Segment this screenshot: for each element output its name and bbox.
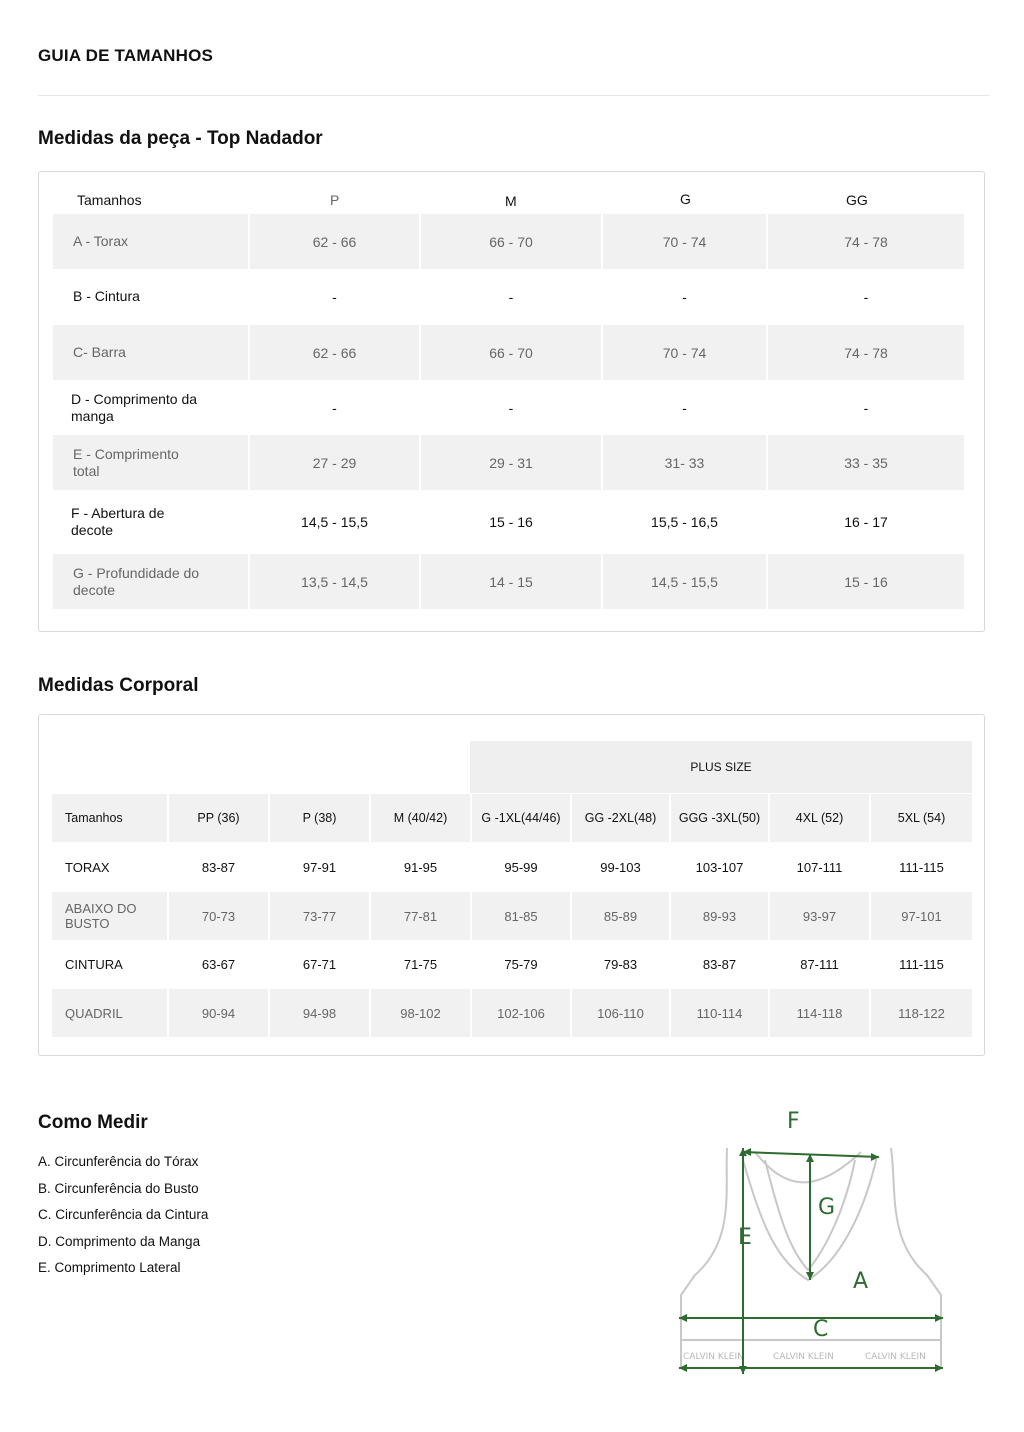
cell: 71-75 xyxy=(403,956,438,972)
cell: 14,5 - 15,5 xyxy=(603,554,766,609)
header-cell: 5XL (54) xyxy=(871,794,972,842)
cell: 67-71 xyxy=(302,956,337,972)
list-item: A. Circunferência do Tórax xyxy=(38,1154,199,1169)
cell: - xyxy=(863,399,869,416)
cell: 16 - 17 xyxy=(844,514,888,530)
cell: 62 - 66 xyxy=(250,325,419,380)
cell: 89-93 xyxy=(671,892,768,940)
row-label: CINTURA xyxy=(65,956,123,972)
cell: 74 - 78 xyxy=(768,214,964,269)
cell: 111-115 xyxy=(899,859,944,875)
letter-g: G xyxy=(818,1195,836,1220)
cell: 29 - 31 xyxy=(421,435,601,490)
table-row xyxy=(53,554,964,609)
cell: 62 - 66 xyxy=(250,214,419,269)
header-cell: M (40/42) xyxy=(371,794,470,842)
cell: 98-102 xyxy=(371,989,470,1037)
table-row xyxy=(53,325,964,380)
cell: 75-79 xyxy=(504,956,538,972)
measure-section-title: Como Medir xyxy=(38,1112,148,1133)
cell: 103-107 xyxy=(695,859,744,875)
table-row xyxy=(53,380,964,435)
brand-text: CALVIN KLEIN xyxy=(773,1352,834,1362)
cell: 70 - 74 xyxy=(603,214,766,269)
cell: - xyxy=(332,288,337,305)
cell: 111-115 xyxy=(899,956,944,972)
table-row xyxy=(53,492,964,552)
table-row xyxy=(52,989,972,1037)
cell: 73-77 xyxy=(270,892,369,940)
cell: 70 - 74 xyxy=(603,325,766,380)
garment-section-title: Medidas da peça - Top Nadador xyxy=(38,128,323,149)
cell: 77-81 xyxy=(371,892,470,940)
cell: 31- 33 xyxy=(603,435,766,490)
cell: 66 - 70 xyxy=(421,325,601,380)
garment-table-header xyxy=(53,186,964,214)
row-label: G - Profundidade do decote xyxy=(53,554,248,609)
header-cell: GG -2XL(48) xyxy=(572,794,669,842)
body-size-table xyxy=(38,714,985,1056)
cell: 83-87 xyxy=(702,956,737,972)
list-item: E. Comprimento Lateral xyxy=(38,1260,181,1275)
header-cell: P (38) xyxy=(270,794,369,842)
row-label: QUADRIL xyxy=(52,989,167,1037)
cell: 118-122 xyxy=(871,989,972,1037)
row-label: E - Comprimento total xyxy=(53,435,248,490)
cell: 85-89 xyxy=(572,892,669,940)
cell: 15,5 - 16,5 xyxy=(651,514,718,530)
header-cell: G -1XL(44/46) xyxy=(472,794,570,842)
cell: 81-85 xyxy=(472,892,570,940)
cell: 13,5 - 14,5 xyxy=(250,554,419,609)
list-item: D. Comprimento da Manga xyxy=(38,1233,201,1249)
plus-size-band: PLUS SIZE xyxy=(470,741,972,793)
row-label: F - Abertura de decote xyxy=(71,505,165,538)
row-label: D - Comprimento da manga xyxy=(71,390,198,424)
table-header-row xyxy=(52,794,972,842)
list-item: C. Circunferência da Cintura xyxy=(38,1207,209,1222)
table-row xyxy=(52,940,972,988)
row-label: C- Barra xyxy=(53,325,248,380)
header-sizes: Tamanhos xyxy=(77,192,142,208)
letter-e: E xyxy=(738,1225,752,1250)
body-section-title: Medidas Corporal xyxy=(38,675,199,696)
cell: 107-111 xyxy=(796,859,843,875)
cell: 66 - 70 xyxy=(421,214,601,269)
letter-c: C xyxy=(813,1317,829,1342)
cell: 79-83 xyxy=(603,956,638,972)
cell: 99-103 xyxy=(600,859,641,875)
measurement-diagram xyxy=(665,1100,965,1390)
row-label: A - Torax xyxy=(53,214,248,269)
brand-text: CALVIN KLEIN xyxy=(683,1352,744,1362)
brand-text: CALVIN KLEIN xyxy=(865,1352,926,1362)
cell: - xyxy=(332,399,337,416)
header-sizes: Tamanhos xyxy=(52,794,167,842)
list-item: B. Circunferência do Busto xyxy=(38,1180,199,1196)
cell: - xyxy=(682,288,687,305)
letter-f: F xyxy=(787,1109,800,1134)
cell: 87-111 xyxy=(800,956,839,972)
cell: 110-114 xyxy=(671,989,768,1037)
cell: 91-95 xyxy=(403,859,438,875)
cell: 97-101 xyxy=(871,892,972,940)
page-title: GUIA DE TAMANHOS xyxy=(38,46,214,65)
cell: 97-91 xyxy=(302,859,337,875)
cell: 90-94 xyxy=(169,989,268,1037)
header-m: M xyxy=(505,193,517,209)
cell: - xyxy=(508,399,514,416)
letter-a: A xyxy=(853,1269,869,1294)
cell: 94-98 xyxy=(270,989,369,1037)
header-p: P xyxy=(330,192,340,208)
cell: 14,5 - 15,5 xyxy=(301,514,368,530)
table-row xyxy=(53,269,964,324)
row-label: TORAX xyxy=(65,859,110,875)
header-cell: 4XL (52) xyxy=(770,794,869,842)
header-cell: GGG -3XL(50) xyxy=(671,794,768,842)
cell: 93-97 xyxy=(770,892,869,940)
cell: 106-110 xyxy=(572,989,669,1037)
header-g: G xyxy=(680,191,691,207)
cell: 63-67 xyxy=(201,956,236,972)
cell: 74 - 78 xyxy=(768,325,964,380)
cell: 14 - 15 xyxy=(421,554,601,609)
table-row xyxy=(52,892,972,940)
header-gg: GG xyxy=(846,192,868,208)
cell: 83-87 xyxy=(201,859,236,875)
header-cell: PP (36) xyxy=(169,794,268,842)
cell: 27 - 29 xyxy=(250,435,419,490)
cell: 15 - 16 xyxy=(768,554,964,609)
title-divider xyxy=(38,95,989,96)
table-row xyxy=(52,843,972,891)
cell: 15 - 16 xyxy=(489,514,533,530)
cell: 70-73 xyxy=(169,892,268,940)
cell: 33 - 35 xyxy=(768,435,964,490)
garment-size-table xyxy=(38,171,985,632)
cell: - xyxy=(682,399,687,416)
cell: - xyxy=(508,288,514,305)
cell: 95-99 xyxy=(504,859,538,875)
measure-list xyxy=(38,1152,208,1285)
cell: 114-118 xyxy=(770,989,869,1037)
cell: 102-106 xyxy=(472,989,570,1037)
brand-band xyxy=(683,1352,926,1362)
row-label: B - Cintura xyxy=(73,288,140,304)
diagram-letters xyxy=(738,1109,868,1342)
cell: - xyxy=(863,288,869,305)
table-row xyxy=(53,214,964,269)
row-label: ABAIXO DO BUSTO xyxy=(52,892,167,940)
table-row xyxy=(53,435,964,490)
